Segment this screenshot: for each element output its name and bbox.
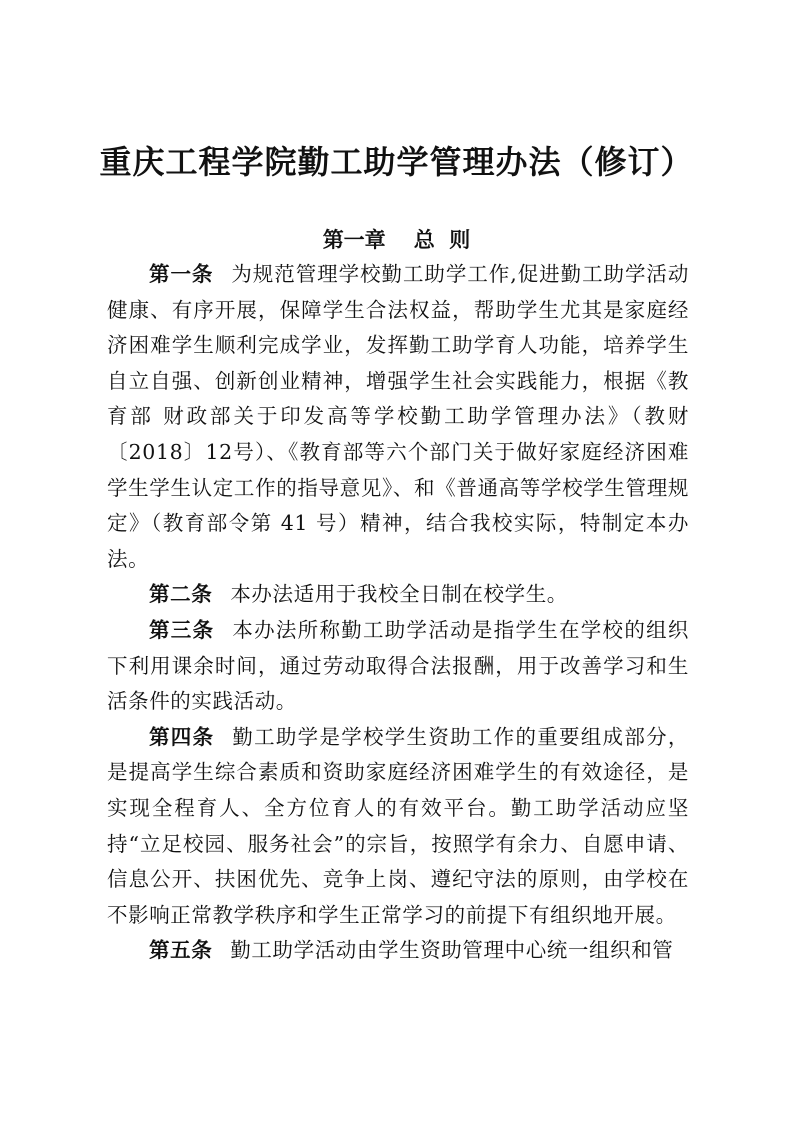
article-label: 第二条	[149, 582, 213, 607]
chapter-label: 第一章	[322, 228, 386, 252]
article-text: 本办法所称勤工助学活动是指学生在学校的组织下利用课余时间，通过劳动取得合法报酬，用于改善学习和生活条件的实践活动。	[107, 617, 689, 714]
document-title: 重庆工程学院勤工助学管理办法（修订）	[99, 143, 694, 181]
article-2	[107, 577, 689, 613]
document-body	[107, 257, 689, 969]
article-3	[107, 613, 689, 720]
article-text: 为规范管理学校勤工助学工作,促进勤工助学活动健康、有序开展，保障学生合法权益，帮助学生尤其是家庭经济困难学生顺利完成学业，发挥勤工助学育人功能，培养学生自立自强、创新创业精神，增强学生社会实践能力，根据《教育部 财政部关于印发高等学校勤工助学管理办法》（教财 〔2018〕12号）、《教育部等六个部门关于做好家庭经济困难学生学生认定工作的指导意见》、和《普通高等学校学生管理规定》（教育部令第 41 号）精神，结合我校实际，特制定本办法。	[107, 262, 689, 571]
article-label: 第一条	[149, 262, 214, 286]
article-5	[107, 933, 689, 969]
chapter-name: 总 则	[413, 228, 471, 252]
article-label: 第五条	[149, 938, 213, 963]
article-4	[107, 720, 689, 934]
article-label: 第三条	[149, 617, 215, 642]
article-text: 本办法适用于我校全日制在校学生。	[230, 582, 568, 607]
chapter-heading	[0, 224, 793, 256]
article-text: 勤工助学活动由学生资助管理中心统一组织和管	[230, 938, 674, 963]
article-text: 勤工助学是学校学生资助工作的重要组成部分，是提高学生综合素质和资助家庭经济困难学生的有效途径，是实现全程育人、全方位育人的有效平台。勤工助学活动应坚持“立足校园、服务社会”的宗旨，按照学有余力、自愿申请、信息公开、扶困优先、竞争上岗、遵纪守法的原则，由学校在不影响正常教学秩序和学生正常学习的前提下有组织地开展。	[107, 724, 689, 927]
article-label: 第四条	[149, 724, 215, 749]
article-1	[107, 257, 689, 577]
